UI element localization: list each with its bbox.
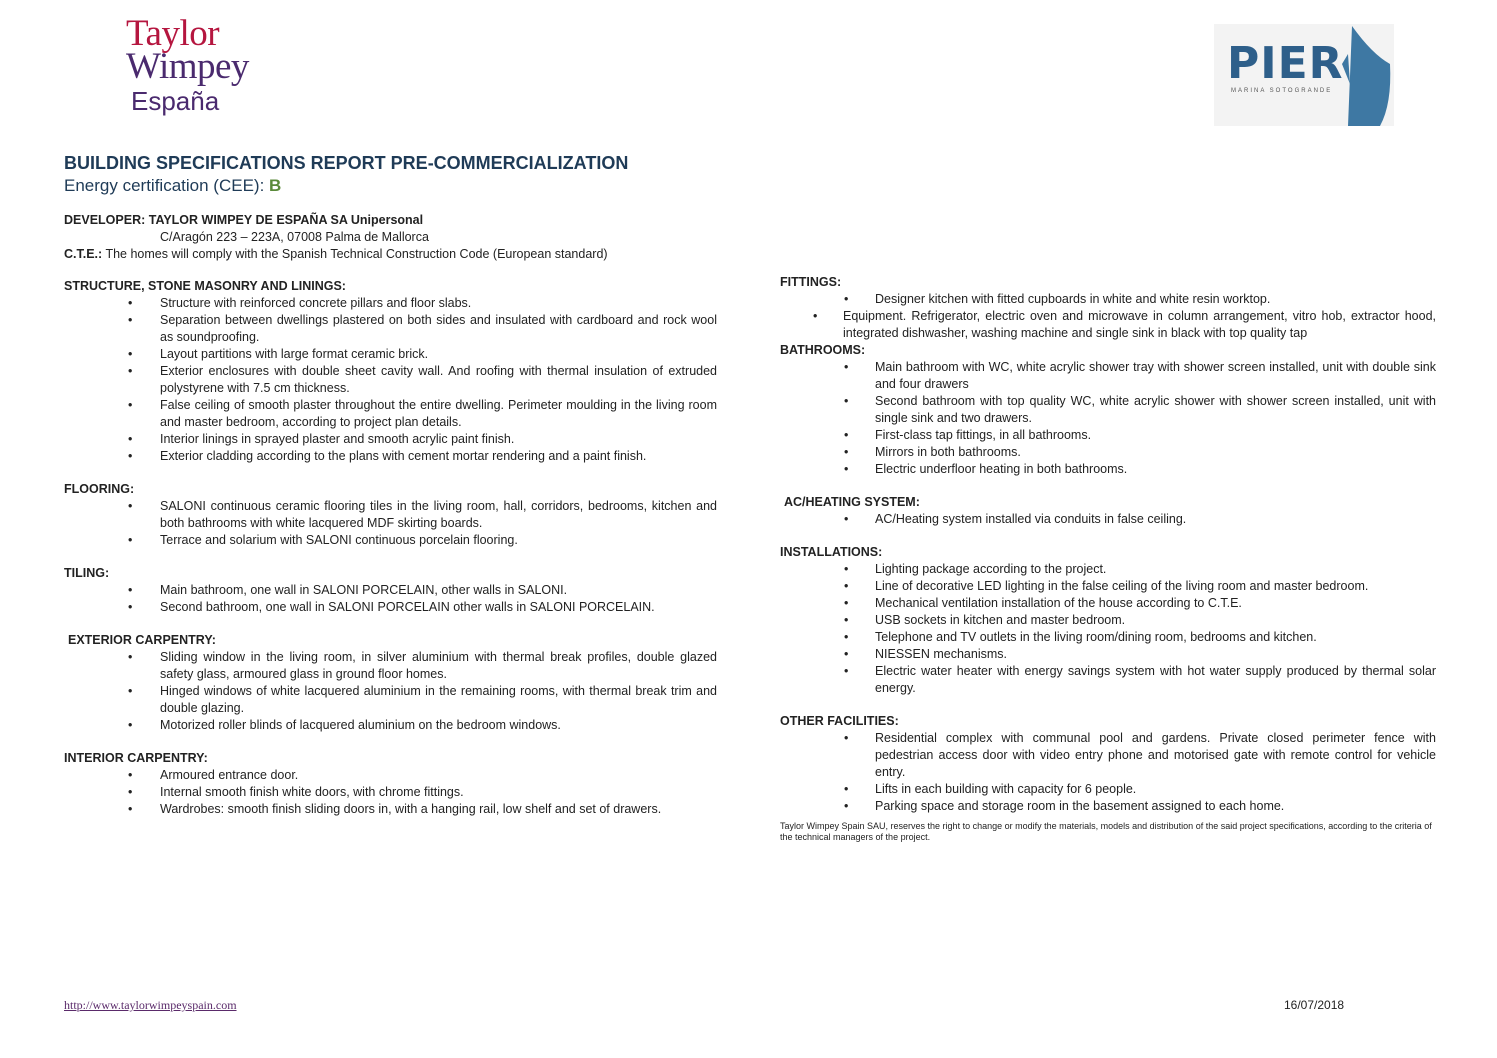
list-item: • Exterior enclosures with double sheet cavity wall. And roofing with thermal insulation of extruded polystyrene with 7.5 cm thickness. — [64, 363, 717, 397]
list-item: • Line of decorative LED lighting in the false ceiling of the living room and master bedroom. — [780, 578, 1436, 595]
developer-name: TAYLOR WIMPEY DE ESPAÑA SA Unipersonal — [148, 213, 424, 227]
list-item: • Telephone and TV outlets in the living room/dining room, bedrooms and kitchen. — [780, 629, 1436, 646]
list-item: • Motorized roller blinds of lacquered aluminium on the bedroom windows. — [64, 717, 717, 734]
list-item: • Layout partitions with large format ceramic brick. — [64, 346, 717, 363]
list-item: • Sliding window in the living room, in silver aluminium with thermal break profiles, double glazed safety glass, armoured glass in ground floor homes. — [64, 649, 717, 683]
pier-logo — [1214, 24, 1394, 126]
taylor-wimpey-logo — [126, 13, 249, 118]
section-heading: STRUCTURE, STONE MASONRY AND LININGS: — [64, 279, 346, 293]
list-item: • Designer kitchen with fitted cupboards in white and white resin worktop. — [780, 291, 1436, 308]
section-heading: AC/HEATING SYSTEM: — [784, 495, 920, 509]
left-column — [64, 278, 717, 834]
list-item: • Internal smooth finish white doors, with chrome fittings. — [64, 784, 717, 801]
list-item: • Residential complex with communal pool and gardens. Private closed perimeter fence with pedestrian access door with video entry phone and motorised gate with remote control for vehicle entry. — [780, 730, 1436, 781]
section-heading: FITTINGS: — [780, 275, 842, 289]
list-item: • Interior linings in sprayed plaster and smooth acrylic paint finish. — [64, 431, 717, 448]
sail-icon — [1342, 24, 1394, 126]
list-item: • Structure with reinforced concrete pillars and floor slabs. — [64, 295, 717, 312]
section-fittings — [780, 274, 1436, 342]
list-item: • NIESSEN mechanisms. — [780, 646, 1436, 663]
energy-grade: B — [269, 176, 282, 195]
list-item: • Mechanical ventilation installation of the house according to C.T.E. — [780, 595, 1436, 612]
energy-label: Energy certification (CEE): — [64, 176, 270, 195]
list-item: • False ceiling of smooth plaster throughout the entire dwelling. Perimeter moulding in the living room and master bedroom, according to project plan details. — [64, 397, 717, 431]
list-item: • Wardrobes: smooth finish sliding doors in, with a hanging rail, low shelf and set of drawers. — [64, 801, 717, 818]
developer-block — [64, 212, 764, 263]
developer-address: C/Aragón 223 – 223A, 07008 Palma de Mallorca — [160, 230, 429, 244]
list-item: • Electric underfloor heating in both bathrooms. — [780, 461, 1436, 478]
pier-logo-subtitle: MARINA SOTOGRANDE — [1231, 88, 1333, 94]
section-exterior-carpentry — [64, 632, 717, 734]
list-item: • Second bathroom, one wall in SALONI PORCELAIN other walls in SALONI PORCELAIN. — [64, 599, 717, 616]
list-item: • First-class tap fittings, in all bathrooms. — [780, 427, 1436, 444]
list-item: • Main bathroom, one wall in SALONI PORCELAIN, other walls in SALONI. — [64, 582, 717, 599]
cte-label: C.T.E.: — [64, 247, 103, 261]
developer-label: DEVELOPER: — [64, 213, 146, 227]
section-tiling — [64, 565, 717, 616]
list-item: • Hinged windows of white lacquered aluminium in the remaining rooms, with thermal break trim and double glazing. — [64, 683, 717, 717]
section-heading: FLOORING: — [64, 482, 135, 496]
cte-text: The homes will comply with the Spanish Technical Construction Code (European standard) — [105, 247, 608, 261]
section-heading: BATHROOMS: — [780, 343, 866, 357]
list-item: • Separation between dwellings plastered on both sides and insulated with cardboard and rock wool as soundproofing. — [64, 312, 717, 346]
footer-date: 16/07/2018 — [1284, 998, 1345, 1012]
pier-logo-word: PIER — [1227, 38, 1344, 89]
section-structure — [64, 278, 717, 465]
section-heading: EXTERIOR CARPENTRY: — [68, 633, 216, 647]
list-item: • Terrace and solarium with SALONI continuous porcelain flooring. — [64, 532, 717, 549]
list-item: • SALONI continuous ceramic flooring tiles in the living room, hall, corridors, bedrooms, kitchen and both bathrooms with white lacquered MDF skirting boards. — [64, 498, 717, 532]
right-column — [780, 274, 1436, 843]
logo-text-taylor: Taylor — [126, 13, 220, 54]
section-heading: OTHER FACILITIES: — [780, 714, 899, 728]
section-ac-heating — [780, 494, 1436, 528]
list-item: • Main bathroom with WC, white acrylic shower tray with shower screen installed, unit with double sink and four drawers — [780, 359, 1436, 393]
section-interior-carpentry — [64, 750, 717, 818]
logo-text-wimpey: Wimpey — [126, 46, 249, 87]
list-item: • AC/Heating system installed via conduits in false ceiling. — [780, 511, 1436, 528]
list-item: • Second bathroom with top quality WC, white acrylic shower with shower screen installed, unit with single sink and two drawers. — [780, 393, 1436, 427]
section-other-facilities — [780, 713, 1436, 815]
logo-text-espana: España — [131, 86, 220, 116]
page-title: BUILDING SPECIFICATIONS REPORT PRE-COMMERCIALIZATION — [64, 153, 629, 173]
list-item: • Lifts in each building with capacity for 6 people. — [780, 781, 1436, 798]
section-installations — [780, 544, 1436, 697]
list-item: • Parking space and storage room in the basement assigned to each home. — [780, 798, 1436, 815]
disclaimer: Taylor Wimpey Spain SAU, reserves the right to change or modify the materials, models and distribution of the said project specifications, according to the criteria of the technical managers of the project. — [780, 821, 1432, 842]
list-item: • USB sockets in kitchen and master bedroom. — [780, 612, 1436, 629]
list-item: • Lighting package according to the project. — [780, 561, 1436, 578]
list-item: • Exterior cladding according to the plans with cement mortar rendering and a paint finish. — [64, 448, 717, 465]
website-link[interactable]: http://www.taylorwimpeyspain.com — [64, 998, 237, 1012]
section-flooring — [64, 481, 717, 549]
section-heading: TILING: — [64, 566, 110, 580]
energy-certification — [64, 176, 281, 196]
list-item: • Electric water heater with energy savings system with hot water supply produced by thermal solar energy. — [780, 663, 1436, 697]
section-heading: INTERIOR CARPENTRY: — [64, 751, 208, 765]
list-item: • Mirrors in both bathrooms. — [780, 444, 1436, 461]
list-item: • Equipment. Refrigerator, electric oven and microwave in column arrangement, vitro hob, extractor hood, integrated dishwasher, washing machine and single sink in black with top quality tap — [780, 308, 1436, 342]
list-item: • Armoured entrance door. — [64, 767, 717, 784]
section-heading: INSTALLATIONS: — [780, 545, 883, 559]
section-bathrooms — [780, 342, 1436, 478]
